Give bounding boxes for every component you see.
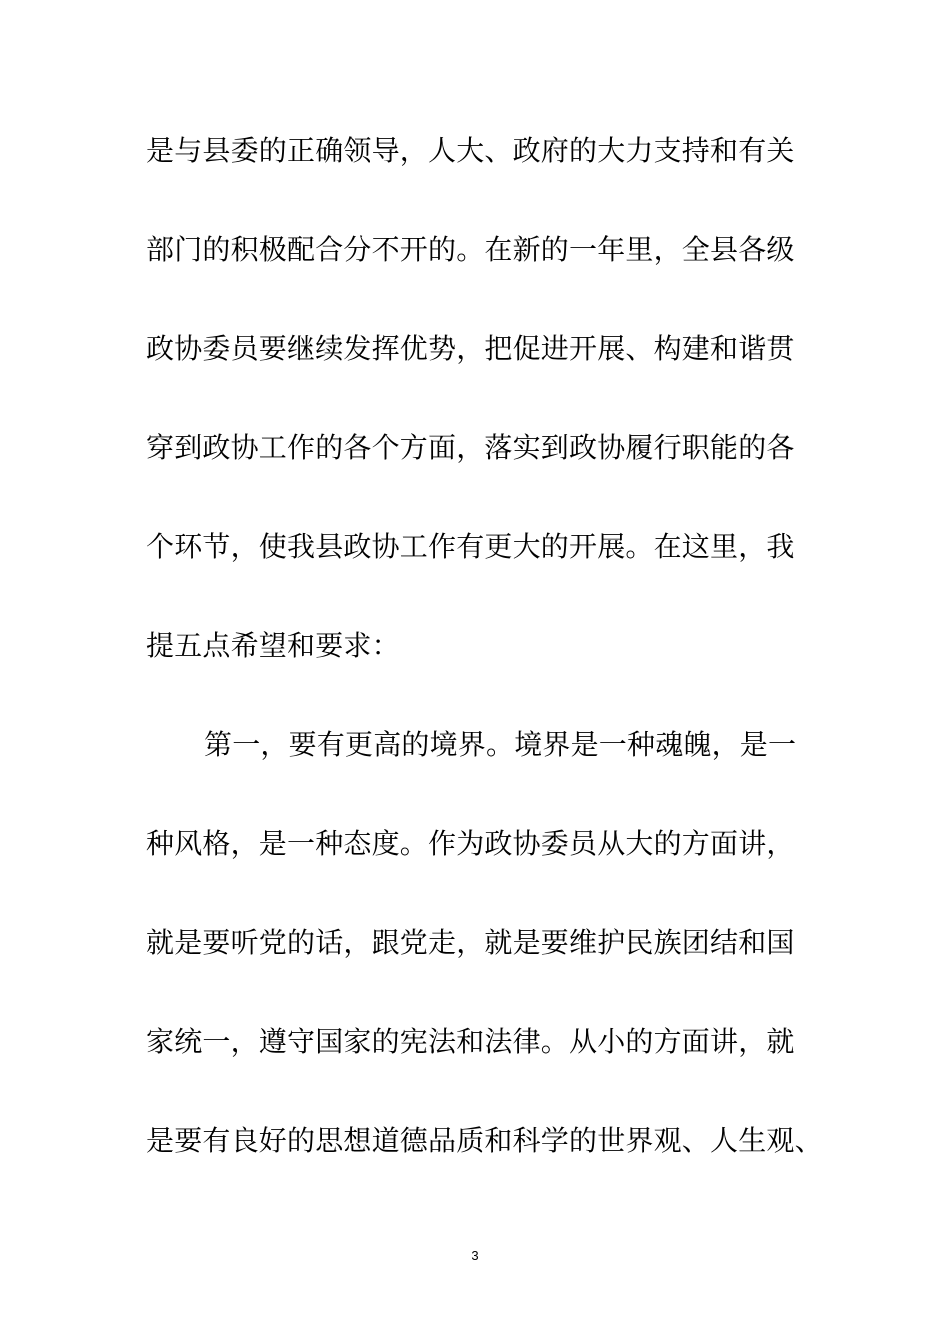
body-text: [146, 125, 823, 1214]
text-line: 部门的积极配合分不开的。在新的一年里，全县各级: [146, 233, 795, 266]
text-line: 穿到政协工作的各个方面，落实到政协履行职能的各: [146, 431, 795, 464]
text-line: 提五点希望和要求：: [146, 629, 400, 662]
text-line: 家统一，遵守国家的宪法和法律。从小的方面讲，就: [146, 1025, 795, 1058]
text-line: 个环节，使我县政协工作有更大的开展。在这里，我: [146, 530, 795, 563]
text-line: 政协委员要继续发挥优势，把促进开展、构建和谐贯: [146, 332, 795, 365]
text-line: 是要有良好的思想道德品质和科学的世界观、人生观、: [146, 1124, 823, 1157]
text-line: 种风格，是一种态度。作为政协委员从大的方面讲，: [146, 827, 795, 860]
text-line: 是与县委的正确领导，人大、政府的大力支持和有关: [146, 134, 795, 167]
text-line: 就是要听党的话，跟党走，就是要维护民族团结和国: [146, 926, 795, 959]
page-number: 3: [471, 1248, 479, 1263]
paragraph-start-line: 第一，要有更高的境界。境界是一种魂魄，是一: [204, 728, 797, 761]
